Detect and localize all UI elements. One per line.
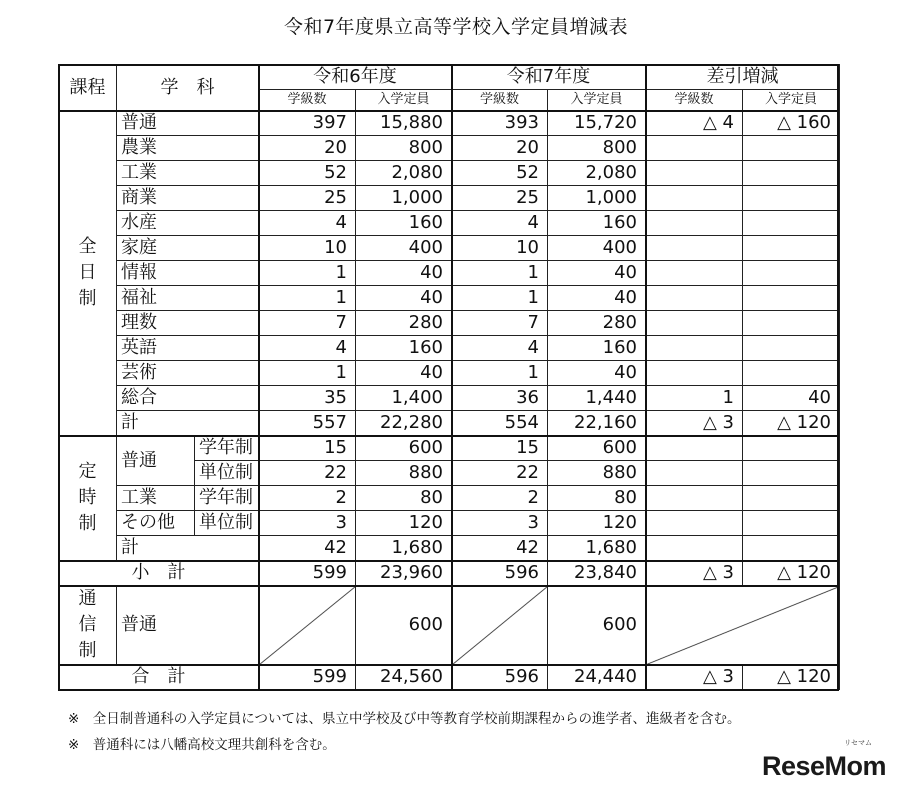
total-label: 計: [117, 411, 259, 436]
cell-r7-capacity: 600: [548, 586, 646, 665]
cell-diff-capacity: [743, 461, 840, 486]
cell-r7-capacity: 2,080: [548, 161, 646, 186]
table-row: [59, 186, 840, 211]
cell-r7-capacity: 22,160: [548, 411, 646, 436]
subject-name: 水産: [117, 211, 259, 236]
cell-r7-classes: 596: [452, 665, 548, 690]
course-tsushin: [59, 586, 117, 665]
cell-diff-classes: [646, 286, 743, 311]
cell-diff-classes: [646, 436, 743, 461]
cell-r7-classes: 22: [452, 461, 548, 486]
total-label: 計: [117, 536, 259, 561]
cell-diff-classes: [646, 461, 743, 486]
header-diff: 差引増減: [646, 65, 840, 90]
subtotal-row: [59, 561, 840, 586]
table-row: [59, 511, 840, 536]
cell-diff-capacity: [743, 236, 840, 261]
na-cell: [646, 586, 840, 665]
cell-r7-capacity: 40: [548, 361, 646, 386]
subject-name: 芸術: [117, 361, 259, 386]
cell-r6-capacity: 600: [356, 436, 452, 461]
cell-r7-classes: 3: [452, 511, 548, 536]
logo-text: ReseMom: [761, 751, 886, 781]
subheader-capacity: 入学定員: [743, 90, 840, 111]
cell-r6-classes: 22: [259, 461, 356, 486]
cell-r6-capacity: 15,880: [356, 111, 452, 136]
cell-r6-capacity: 800: [356, 136, 452, 161]
course-teiji: [59, 436, 117, 561]
footnote: ※ 全日制普通科の入学定員については、県立中学校及び中等教育学校前期課程からの進学者、進級者を含む。: [68, 711, 741, 727]
logo-caption: リセマム: [844, 739, 872, 747]
system-type: 学年制: [195, 436, 259, 461]
cell-diff-capacity: [743, 486, 840, 511]
cell-r6-capacity: 880: [356, 461, 452, 486]
course-label-char: 制: [78, 640, 97, 661]
cell-r7-classes: 2: [452, 486, 548, 511]
cell-r6-classes: 15: [259, 436, 356, 461]
cell-diff-capacity: △ 120: [743, 411, 840, 436]
header-row: [59, 65, 840, 90]
cell-r6-capacity: 160: [356, 336, 452, 361]
cell-r7-capacity: 600: [548, 436, 646, 461]
course-label-char: 制: [78, 288, 97, 309]
course-label-char: 日: [78, 262, 97, 283]
cell-r6-classes: 1: [259, 261, 356, 286]
cell-diff-capacity: [743, 136, 840, 161]
cell-r7-capacity: 120: [548, 511, 646, 536]
cell-r7-classes: 10: [452, 236, 548, 261]
cell-r6-capacity: 1,000: [356, 186, 452, 211]
cell-r6-capacity: 23,960: [356, 561, 452, 586]
table-row: [59, 236, 840, 261]
page-title: 令和7年度県立高等学校入学定員増減表: [283, 16, 629, 38]
cell-r6-classes: 4: [259, 336, 356, 361]
cell-r6-capacity: 40: [356, 286, 452, 311]
cell-r7-classes: 15: [452, 436, 548, 461]
cell-diff-classes: [646, 261, 743, 286]
cell-r6-classes: 10: [259, 236, 356, 261]
cell-r7-capacity: 160: [548, 336, 646, 361]
na-cell: [452, 586, 548, 665]
cell-r6-capacity: 120: [356, 511, 452, 536]
cell-r6-classes: 35: [259, 386, 356, 411]
cell-r6-classes: 599: [259, 665, 356, 690]
cell-r7-capacity: 880: [548, 461, 646, 486]
subject-name: 農業: [117, 136, 259, 161]
cell-r6-capacity: 40: [356, 261, 452, 286]
cell-r7-classes: 554: [452, 411, 548, 436]
total-row: [59, 411, 840, 436]
subheader-classes: 学級数: [452, 90, 548, 111]
cell-diff-classes: [646, 211, 743, 236]
course-label-char: 通: [78, 588, 97, 609]
table-row: [59, 386, 840, 411]
cell-r6-capacity: 400: [356, 236, 452, 261]
subject-name: その他: [117, 511, 195, 536]
cell-r6-classes: 599: [259, 561, 356, 586]
system-type: 学年制: [195, 486, 259, 511]
table-row: [59, 111, 840, 136]
table-row: [59, 161, 840, 186]
cell-diff-classes: △ 3: [646, 561, 743, 586]
enrollment-table: [58, 64, 840, 690]
subject-name: 理数: [117, 311, 259, 336]
cell-r7-classes: 1: [452, 286, 548, 311]
cell-diff-capacity: △ 120: [743, 561, 840, 586]
cell-diff-capacity: 40: [743, 386, 840, 411]
cell-r6-classes: 42: [259, 536, 356, 561]
cell-r7-classes: 20: [452, 136, 548, 161]
cell-r6-classes: 7: [259, 311, 356, 336]
course-label-char: 定: [78, 461, 97, 482]
table-row: [59, 311, 840, 336]
cell-r6-capacity: 1,400: [356, 386, 452, 411]
cell-r6-classes: 557: [259, 411, 356, 436]
subject-name: 工業: [117, 486, 195, 511]
cell-r6-capacity: 280: [356, 311, 452, 336]
header-year-r7: 令和7年度: [452, 65, 646, 90]
cell-r6-classes: 1: [259, 361, 356, 386]
cell-diff-classes: [646, 186, 743, 211]
cell-diff-classes: [646, 136, 743, 161]
table-row: [59, 336, 840, 361]
cell-diff-classes: [646, 511, 743, 536]
cell-r6-classes: 1: [259, 286, 356, 311]
cell-r7-classes: 42: [452, 536, 548, 561]
cell-r7-classes: 52: [452, 161, 548, 186]
cell-diff-capacity: [743, 361, 840, 386]
cell-diff-classes: [646, 311, 743, 336]
course-label-char: 信: [78, 614, 97, 635]
course-label-char: 制: [78, 513, 97, 534]
cell-r7-classes: 25: [452, 186, 548, 211]
cell-r6-classes: 25: [259, 186, 356, 211]
cell-diff-classes: △ 3: [646, 411, 743, 436]
cell-diff-classes: 1: [646, 386, 743, 411]
cell-r7-capacity: 1,440: [548, 386, 646, 411]
subject-name: 情報: [117, 261, 259, 286]
subheader-capacity: 入学定員: [356, 90, 452, 111]
cell-diff-capacity: [743, 211, 840, 236]
cell-diff-classes: △ 4: [646, 111, 743, 136]
cell-r6-capacity: 1,680: [356, 536, 452, 561]
cell-r7-capacity: 160: [548, 211, 646, 236]
cell-r7-capacity: 1,680: [548, 536, 646, 561]
cell-r6-capacity: 40: [356, 361, 452, 386]
cell-r7-classes: 393: [452, 111, 548, 136]
cell-r6-classes: 4: [259, 211, 356, 236]
cell-diff-classes: [646, 536, 743, 561]
header-year-r6: 令和6年度: [259, 65, 452, 90]
cell-diff-capacity: [743, 336, 840, 361]
cell-r6-capacity: 2,080: [356, 161, 452, 186]
cell-diff-classes: [646, 236, 743, 261]
cell-r7-classes: 7: [452, 311, 548, 336]
cell-r7-capacity: 15,720: [548, 111, 646, 136]
cell-diff-classes: [646, 486, 743, 511]
subject-name: 普通: [117, 436, 195, 486]
cell-r7-capacity: 280: [548, 311, 646, 336]
cell-r6-classes: 20: [259, 136, 356, 161]
system-type: 単位制: [195, 511, 259, 536]
cell-diff-capacity: [743, 536, 840, 561]
cell-r6-classes: 52: [259, 161, 356, 186]
subheader-capacity: 入学定員: [548, 90, 646, 111]
total-row: [59, 536, 840, 561]
footnote: ※ 普通科には八幡高校文理共創科を含む。: [68, 737, 336, 753]
cell-diff-capacity: △ 120: [743, 665, 840, 690]
subheader-classes: 学級数: [646, 90, 743, 111]
cell-r7-classes: 596: [452, 561, 548, 586]
subject-name: 工業: [117, 161, 259, 186]
cell-r7-capacity: 23,840: [548, 561, 646, 586]
header-subject: 学 科: [117, 65, 259, 111]
cell-r6-classes: 397: [259, 111, 356, 136]
table-row: [59, 211, 840, 236]
cell-r7-capacity: 1,000: [548, 186, 646, 211]
grand-total-label: 合 計: [59, 665, 259, 690]
table-row: [59, 261, 840, 286]
table-row: [59, 486, 840, 511]
cell-r7-classes: 1: [452, 261, 548, 286]
subtotal-label: 小 計: [59, 561, 259, 586]
table-row: [59, 361, 840, 386]
cell-r6-classes: 3: [259, 511, 356, 536]
cell-diff-classes: [646, 336, 743, 361]
cell-diff-capacity: [743, 511, 840, 536]
course-label-char: 全: [78, 236, 97, 257]
cell-r7-capacity: 80: [548, 486, 646, 511]
subject-name: 総合: [117, 386, 259, 411]
table-row: [59, 586, 840, 665]
cell-diff-capacity: [743, 261, 840, 286]
course-zennichi: [59, 111, 117, 436]
table-row: [59, 286, 840, 311]
resemom-logo: [762, 751, 886, 782]
cell-r7-capacity: 40: [548, 286, 646, 311]
cell-r7-classes: 4: [452, 211, 548, 236]
cell-diff-classes: [646, 361, 743, 386]
cell-r7-classes: 4: [452, 336, 548, 361]
cell-r6-classes: 2: [259, 486, 356, 511]
cell-r6-capacity: 22,280: [356, 411, 452, 436]
course-label-char: 時: [78, 487, 97, 508]
cell-diff-capacity: △ 160: [743, 111, 840, 136]
subject-name: 福祉: [117, 286, 259, 311]
cell-r7-capacity: 40: [548, 261, 646, 286]
subject-name: 普通: [117, 111, 259, 136]
cell-r7-capacity: 800: [548, 136, 646, 161]
cell-r6-capacity: 600: [356, 586, 452, 665]
cell-diff-classes: [646, 161, 743, 186]
cell-r6-capacity: 160: [356, 211, 452, 236]
table-row: [59, 136, 840, 161]
cell-r7-classes: 36: [452, 386, 548, 411]
subject-name: 商業: [117, 186, 259, 211]
subheader-classes: 学級数: [259, 90, 356, 111]
cell-r6-capacity: 24,560: [356, 665, 452, 690]
cell-r7-capacity: 400: [548, 236, 646, 261]
cell-r7-classes: 1: [452, 361, 548, 386]
cell-diff-capacity: [743, 161, 840, 186]
grand-total-row: [59, 665, 840, 690]
cell-diff-classes: △ 3: [646, 665, 743, 690]
subject-name: 普通: [117, 586, 259, 665]
subject-name: 家庭: [117, 236, 259, 261]
header-course: 課程: [59, 65, 117, 111]
table-row: [59, 436, 840, 461]
cell-diff-capacity: [743, 311, 840, 336]
cell-r7-capacity: 24,440: [548, 665, 646, 690]
na-cell: [259, 586, 356, 665]
cell-diff-capacity: [743, 286, 840, 311]
cell-r6-capacity: 80: [356, 486, 452, 511]
cell-diff-capacity: [743, 436, 840, 461]
cell-diff-capacity: [743, 186, 840, 211]
subject-name: 英語: [117, 336, 259, 361]
system-type: 単位制: [195, 461, 259, 486]
